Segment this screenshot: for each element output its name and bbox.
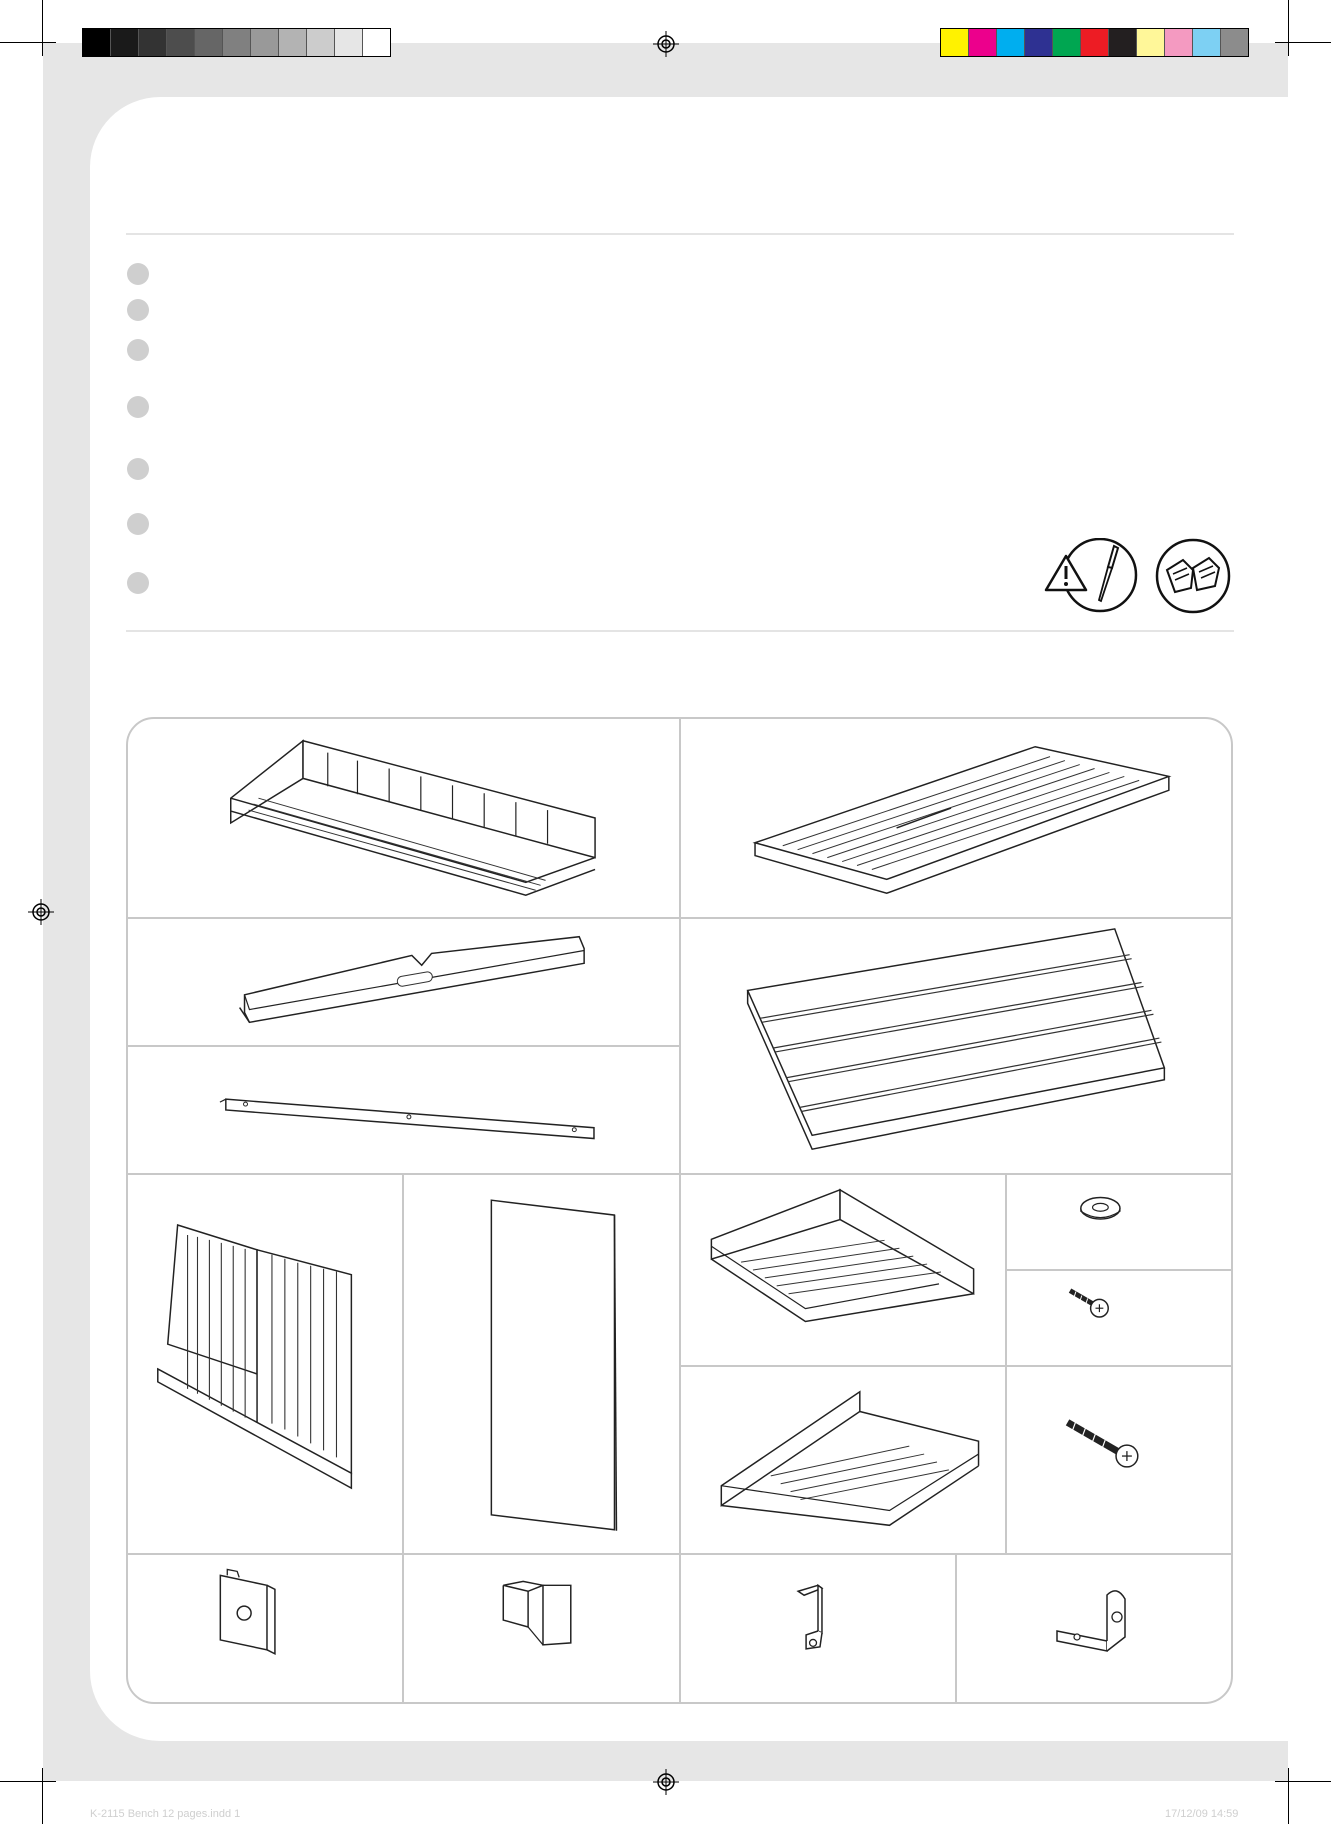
- color-swatch: [1081, 29, 1109, 56]
- part-angle-bracket: [957, 1555, 1231, 1702]
- part-metal-rail: [128, 1047, 681, 1175]
- footer-slug-left: K-2115 Bench 12 pages.indd 1: [90, 1808, 241, 1820]
- color-swatch: [969, 29, 997, 56]
- color-swatch: [1053, 29, 1081, 56]
- footer-slug-right: 17/12/09 14:59: [1165, 1808, 1239, 1820]
- part-z-bracket: [681, 1555, 957, 1702]
- registration-mark-icon: [28, 899, 54, 925]
- part-left-side-box-frame: [681, 1175, 1007, 1367]
- color-swatch-strip: [940, 28, 1249, 57]
- grayscale-swatch-strip: [82, 28, 391, 57]
- color-swatch: [997, 29, 1025, 56]
- part-large-screw: [1007, 1367, 1231, 1555]
- instruction-bullet: [127, 396, 149, 418]
- part-backrest-frame: [128, 719, 681, 919]
- part-side-leg-panel: [128, 1175, 404, 1555]
- part-washer: [1007, 1175, 1231, 1271]
- color-swatch: [83, 29, 111, 56]
- color-swatch: [223, 29, 251, 56]
- registration-mark-icon: [653, 1769, 679, 1795]
- part-small-screw: [1007, 1271, 1231, 1367]
- color-swatch: [1137, 29, 1165, 56]
- color-swatch: [111, 29, 139, 56]
- color-swatch: [167, 29, 195, 56]
- parts-list-panel: [126, 717, 1233, 1704]
- color-swatch: [941, 29, 969, 56]
- color-swatch: [1025, 29, 1053, 56]
- gloves-icon: [1153, 538, 1233, 614]
- part-l-block: [404, 1555, 681, 1702]
- instruction-bullet: [127, 513, 149, 535]
- instruction-bullet: [127, 339, 149, 361]
- instruction-bullet: [127, 263, 149, 285]
- divider: [126, 233, 1234, 235]
- color-swatch: [363, 29, 390, 56]
- instruction-bullet: [127, 299, 149, 321]
- part-square-clip: [128, 1555, 404, 1702]
- part-flat-board: [404, 1175, 681, 1555]
- crop-mark: [0, 1781, 56, 1782]
- part-armrest-bar: [128, 919, 681, 1047]
- color-swatch: [1193, 29, 1221, 56]
- color-swatch: [335, 29, 363, 56]
- instruction-bullet: [127, 572, 149, 594]
- warning-screwdriver-icon: [1044, 538, 1140, 614]
- divider: [126, 630, 1234, 632]
- color-swatch: [251, 29, 279, 56]
- crop-mark: [1288, 1768, 1289, 1824]
- color-swatch: [195, 29, 223, 56]
- color-swatch: [1165, 29, 1193, 56]
- crop-mark: [1275, 1781, 1331, 1782]
- color-swatch: [1221, 29, 1248, 56]
- color-swatch: [1109, 29, 1137, 56]
- color-swatch: [279, 29, 307, 56]
- part-right-side-box-frame: [681, 1367, 1007, 1555]
- registration-mark-icon: [653, 31, 679, 57]
- color-swatch: [139, 29, 167, 56]
- part-lid-panel: [681, 919, 1231, 1175]
- crop-mark: [1288, 0, 1289, 56]
- instruction-bullet: [127, 458, 149, 480]
- color-swatch: [307, 29, 335, 56]
- part-seat-frame: [681, 719, 1231, 919]
